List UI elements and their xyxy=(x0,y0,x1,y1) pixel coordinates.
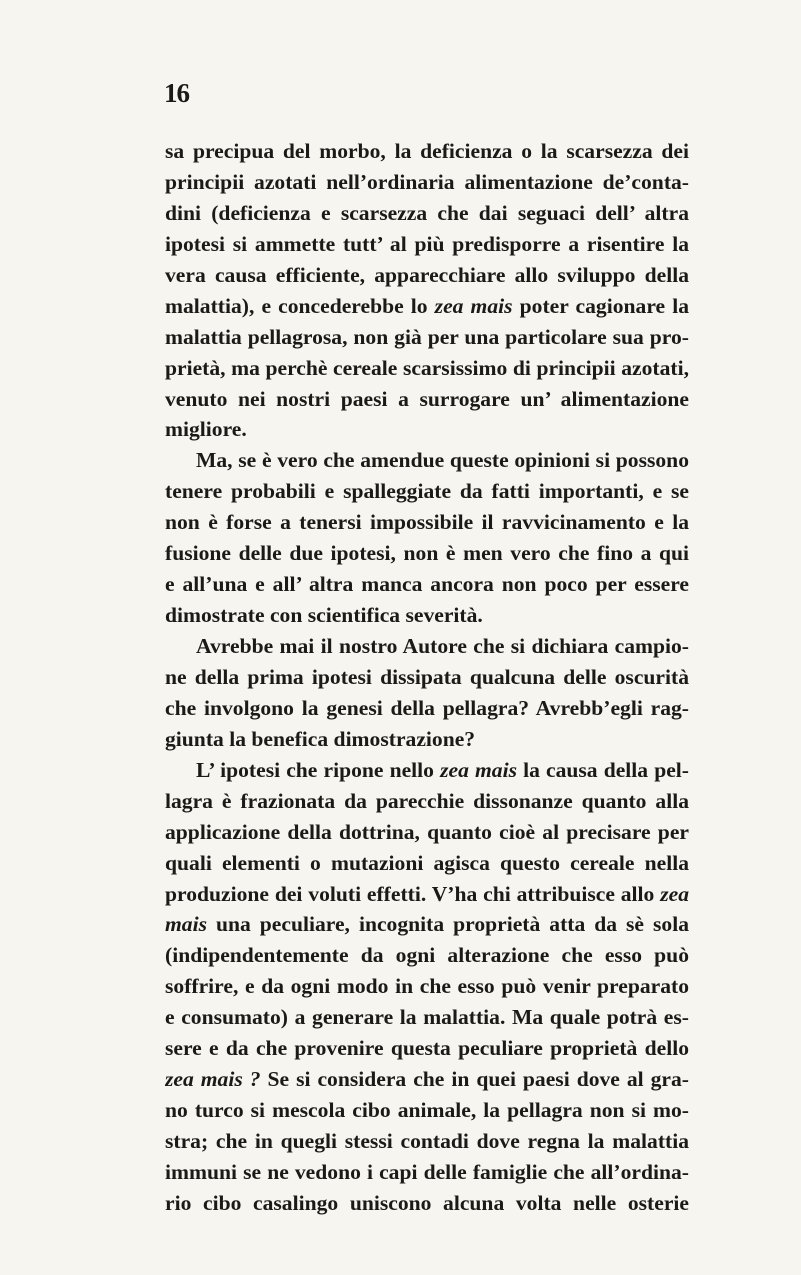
text-line: dini (deficienza e scarsezza che dai seguaci dell’ altra xyxy=(165,200,689,225)
text-line: applicazione della dottrina, quanto cioè al precisare per xyxy=(165,819,689,844)
page-number: 16 xyxy=(164,78,189,108)
italic-term: zea mais xyxy=(440,757,517,782)
text-line: e consumato) a generare la malattia. Ma quale potrà es- xyxy=(165,1005,689,1030)
text-line: non è forse a tenersi impossibile il ravvicinamento e la xyxy=(165,510,689,535)
text-line: mais una peculiare, incognita proprietà atta da sè sola xyxy=(165,912,689,937)
text-line: vera causa efficiente, apparecchiare allo sviluppo della xyxy=(165,262,689,287)
text-line: quali elementi o mutazioni agisca questo cereale nella xyxy=(165,850,689,875)
text-line: rio cibo casalingo uniscono alcuna volta nelle osterie xyxy=(165,1190,689,1215)
text-line: ipotesi si ammette tutt’ al più predisporre a risentire la xyxy=(165,231,689,256)
text-line: tenere probabili e spalleggiate da fatti importanti, e se xyxy=(165,479,689,504)
text-line: Avrebbe mai il nostro Autore che si dichiara campio- xyxy=(196,634,689,658)
italic-term: zea xyxy=(660,881,689,906)
text-line: prietà, ma perchè cereale scarsissimo di principii azotati, xyxy=(165,355,689,380)
text-line: e all’una e all’ altra manca ancora non poco per essere xyxy=(165,572,689,597)
text-line: (indipendentemente da ogni alterazione che esso può xyxy=(165,943,689,968)
text-line: sere e da che provenire questa peculiare proprietà dello xyxy=(165,1036,689,1061)
text-line: principii azotati nell’ordinaria alimentazione de’conta- xyxy=(165,169,689,194)
italic-term: mais xyxy=(165,912,207,937)
text-line: zea mais ? Se si considera che in quei paesi dove al gra- xyxy=(165,1067,689,1092)
text-line: produzione dei voluti effetti. V’ha chi attribuisce allo zea xyxy=(165,881,689,906)
text-line: migliore. xyxy=(165,417,247,442)
italic-term: zea mais ? xyxy=(165,1067,261,1092)
text-line: immuni se ne vedono i capi delle famiglie che all’ordina- xyxy=(165,1159,689,1184)
text-line: L’ ipotesi che ripone nello zea mais la causa della pel- xyxy=(196,757,689,782)
text-line: soffrire, e da ogni modo in che esso può venir preparato xyxy=(165,974,689,999)
text-line: dimostrate con scientifica severità. xyxy=(165,603,483,628)
text-line: lagra è frazionata da parecchie dissonanze quanto alla xyxy=(165,788,689,813)
body-text xyxy=(165,136,689,1219)
text-line: fusione delle due ipotesi, non è men vero che fino a qui xyxy=(165,541,689,566)
text-line: ne della prima ipotesi dissipata qualcuna delle oscurità xyxy=(165,664,689,689)
text-line: malattia), e concederebbe lo zea mais poter cagionare la xyxy=(165,293,689,318)
italic-term: zea mais xyxy=(434,293,513,318)
text-line: no turco si mescola cibo animale, la pellagra non si mo- xyxy=(165,1098,689,1123)
text-line: Ma, se è vero che amendue queste opinioni si possono xyxy=(196,448,689,473)
text-line: giunta la benefica dimostrazione? xyxy=(165,726,476,751)
text-line: che involgono la genesi della pellagra? Avrebb’egli rag- xyxy=(165,695,689,720)
text-line: stra; che in quegli stessi contadi dove regna la malattia xyxy=(165,1129,689,1153)
text-line: malattia pellagrosa, non già per una particolare sua pro- xyxy=(165,324,689,349)
text-line: sa precipua del morbo, la deficienza o la scarsezza dei xyxy=(165,139,689,163)
text-line: venuto nei nostri paesi a surrogare un’ alimentazione xyxy=(165,386,689,411)
